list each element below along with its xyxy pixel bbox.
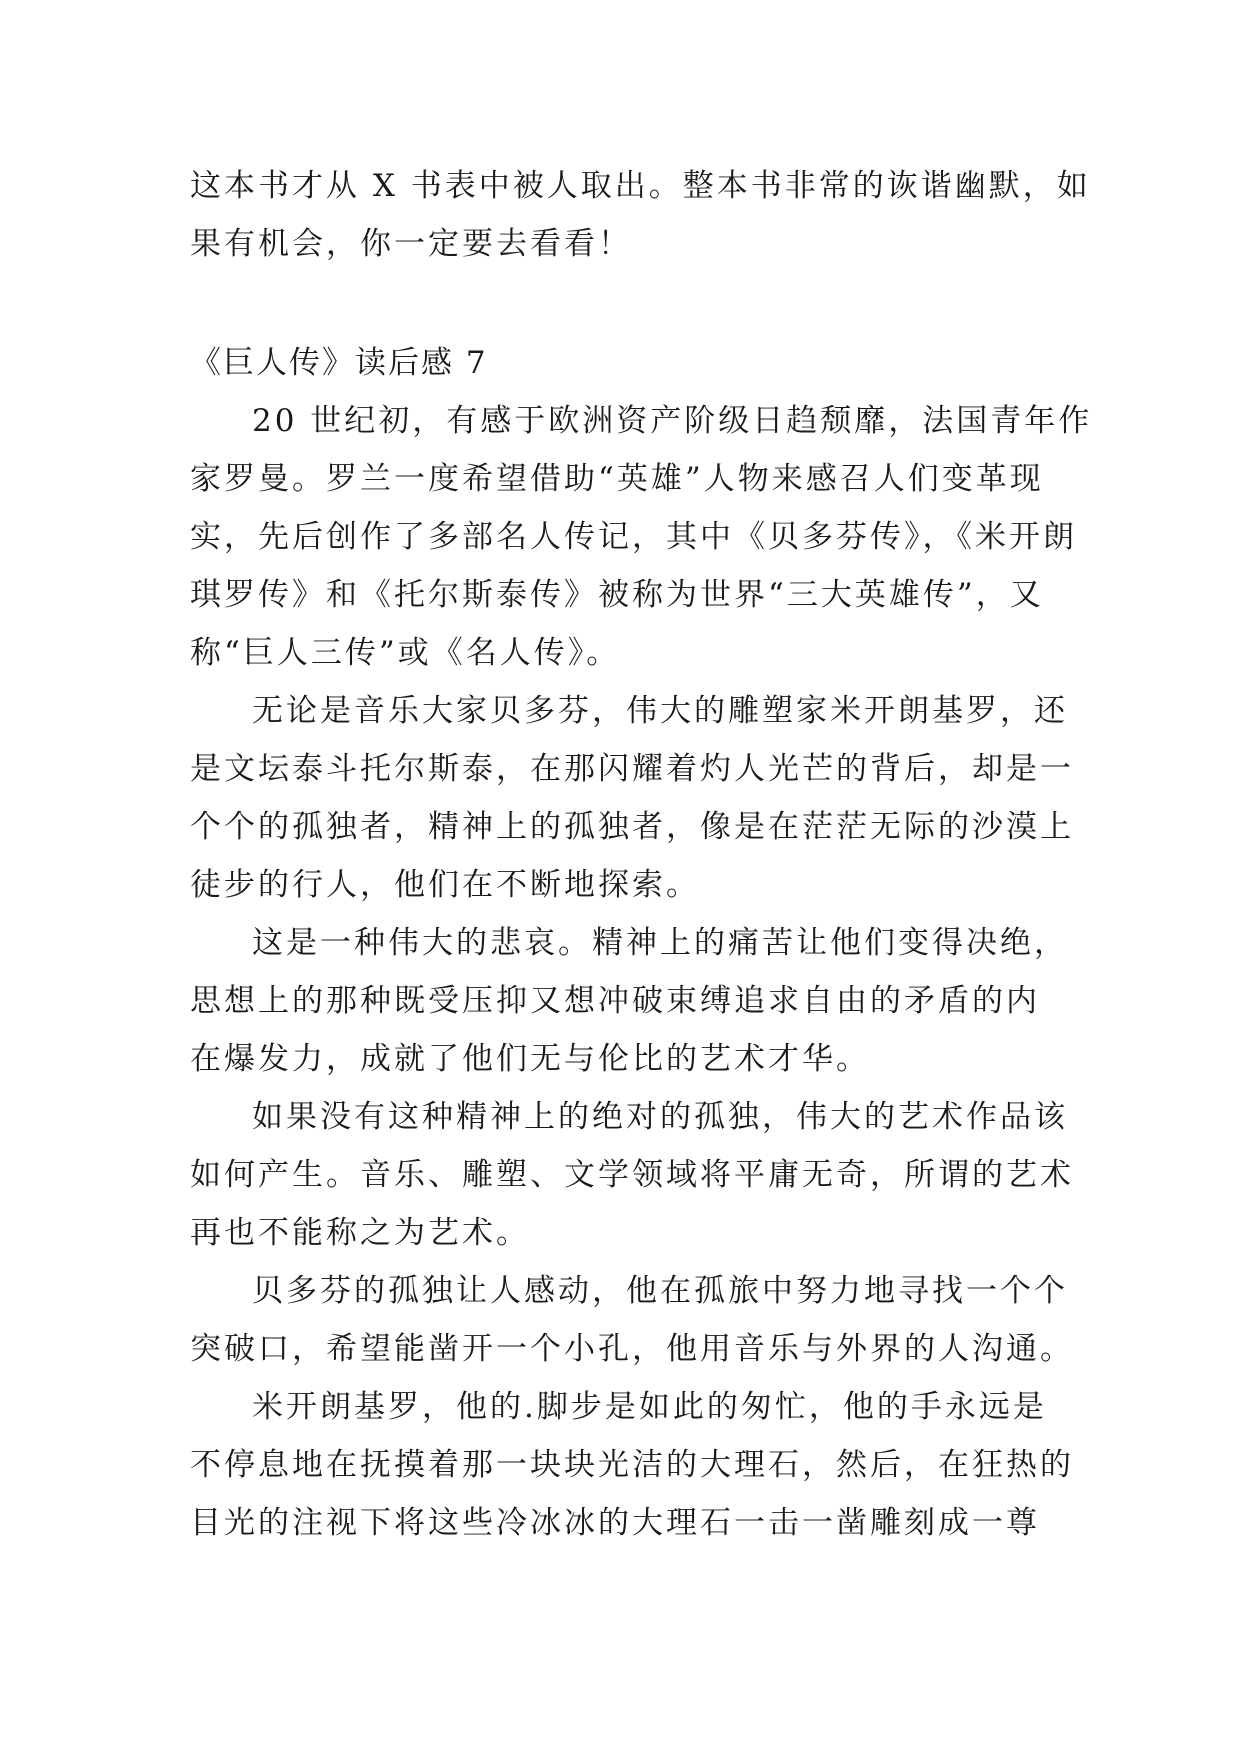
text-line: 20 世纪初，有感于欧洲资产阶级日趋颓靡，法国青年作 [252, 403, 1093, 439]
text-line: 如何产生。音乐、雕塑、文学领域将平庸无奇，所谓的艺术 [190, 1157, 1074, 1193]
previous-section-tail [190, 157, 1091, 273]
text-line: 果有机会，你一定要去看看！ [190, 226, 632, 262]
text-line: 徒步的行人，他们在不断地探索。 [190, 867, 700, 903]
paragraph-3 [190, 914, 1068, 1088]
text-line: 不停息地在抚摸着那一块块光洁的大理石，然后，在狂热的 [190, 1447, 1074, 1483]
text-line: 无论是音乐大家贝多芬，伟大的雕塑家米开朗基罗，还 [252, 693, 1068, 729]
text-line: 称“巨人三传”或《名人传》。 [190, 635, 621, 671]
text-line: 这本书才从 X 书表中被人取出。整本书非常的诙谐幽默，如 [190, 168, 1091, 204]
paragraph-6 [190, 1378, 1074, 1552]
text-line: 是文坛泰斗托尔斯泰，在那闪耀着灼人光芒的背后，却是一 [190, 751, 1074, 787]
text-line: 实，先后创作了多部名人传记，其中《贝多芬传》，《米开朗 [190, 519, 1077, 555]
text-line: 在爆发力，成就了他们无与伦比的艺术才华。 [190, 1041, 870, 1077]
text-line: 个个的孤独者，精神上的孤独者，像是在茫茫无际的沙漠上 [190, 809, 1074, 845]
text-line: 米开朗基罗，他的.脚步是如此的匆忙，他的手永远是 [252, 1389, 1047, 1425]
section-heading: 《巨人传》读后感 7 [190, 345, 488, 381]
text-line: 家罗曼。罗兰一度希望借助“英雄”人物来感召人们变革现 [190, 461, 1044, 497]
paragraph-2 [190, 682, 1074, 914]
paragraph-4 [190, 1088, 1074, 1262]
text-line: 这是一种伟大的悲哀。精神上的痛苦让他们变得决绝， [252, 925, 1068, 961]
section-body [190, 392, 1093, 1552]
text-line: 如果没有这种精神上的绝对的孤独，伟大的艺术作品该 [252, 1099, 1068, 1135]
text-line: 再也不能称之为艺术。 [190, 1215, 530, 1251]
text-line: 突破口，希望能凿开一个小孔，他用音乐与外界的人沟通。 [190, 1331, 1074, 1367]
paragraph-5 [190, 1262, 1074, 1378]
text-line: 琪罗传》和《托尔斯泰传》被称为世界“三大英雄传”，又 [190, 577, 1044, 613]
text-line: 贝多芬的孤独让人感动，他在孤旅中努力地寻找一个个 [252, 1273, 1068, 1309]
text-line: 思想上的那种既受压抑又想冲破束缚追求自由的矛盾的内 [190, 983, 1040, 1019]
text-line: 目光的注视下将这些冷冰冰的大理石一击一凿雕刻成一尊 [190, 1505, 1040, 1541]
paragraph-1 [190, 392, 1093, 682]
